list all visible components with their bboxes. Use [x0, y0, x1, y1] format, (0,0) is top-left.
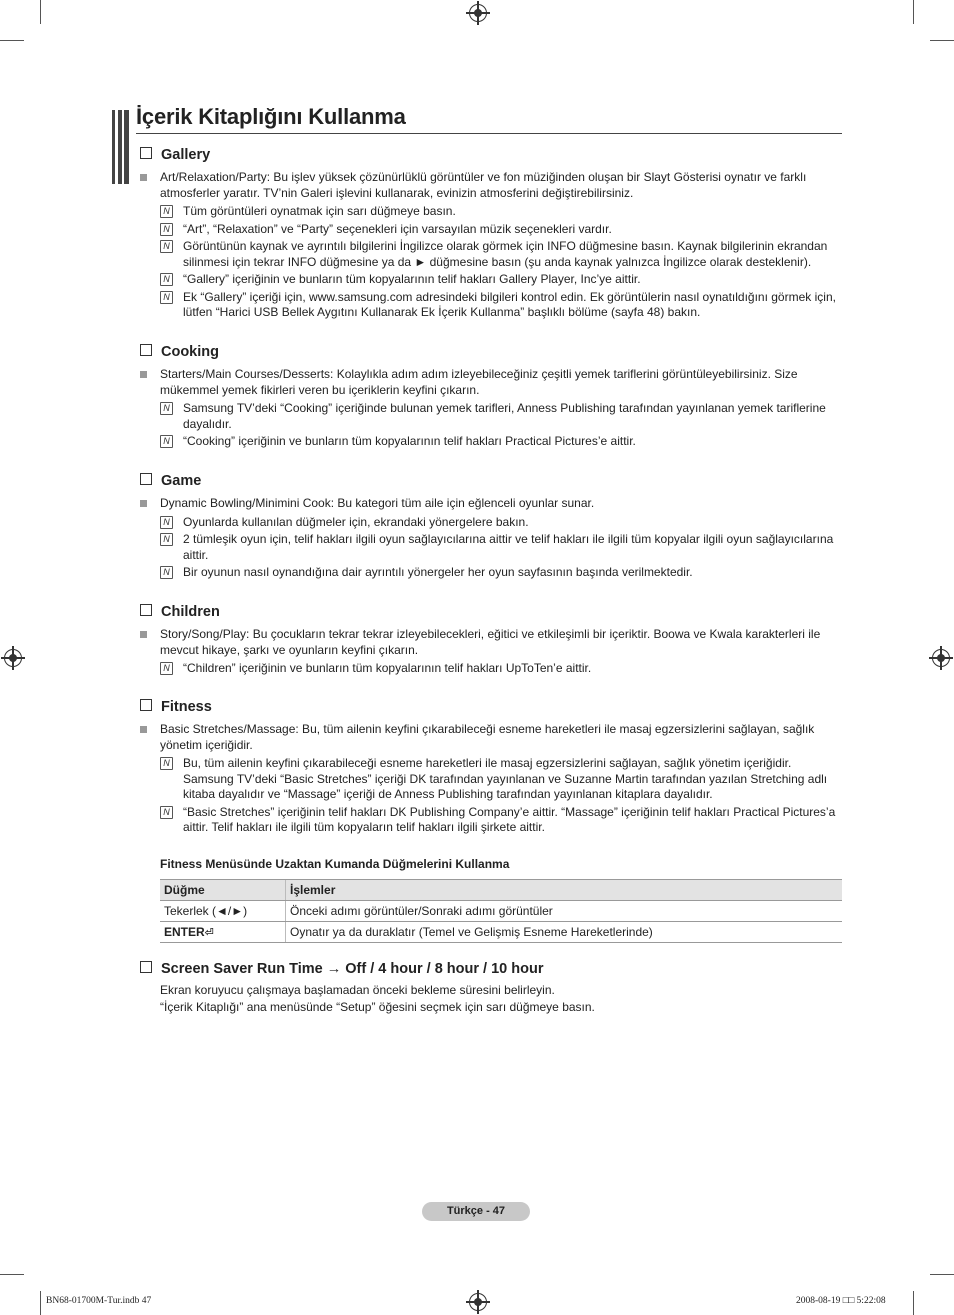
enter-icon: ⏎ — [204, 927, 214, 939]
screen-saver-line: “İçerik Kitaplığı” ana menüsünde “Setup” öğesini seçmek için sarı düğmeye basın. — [160, 1000, 595, 1014]
table-row — [160, 901, 842, 922]
fitness-remote-table — [160, 879, 842, 943]
registration-mark-icon — [469, 4, 487, 22]
note-item: N “Art”, “Relaxation” ve “Party” seçenekleri için varsayılan müzik seçenekleri vardır. — [140, 222, 842, 238]
table-cell: Önceki adımı görüntüler/Sonraki adımı görüntüler — [286, 901, 843, 922]
table-header: İşlemler — [286, 880, 843, 901]
note-icon: N — [160, 757, 173, 770]
crop-mark — [930, 1274, 954, 1275]
square-bullet-icon — [140, 631, 147, 638]
checkbox-bullet-icon — [140, 961, 152, 973]
fitness-table-title: Fitness Menüsünde Uzaktan Kumanda Düğmelerini Kullanma — [160, 857, 510, 871]
section-gallery — [140, 145, 842, 321]
table-cell: Tekerlek (◄/►) — [160, 901, 286, 922]
note-item: N Tüm görüntüleri oynatmak için sarı düğmeye basın. — [140, 204, 842, 220]
screen-saver-line: Ekran koruyucu çalışmaya başlamadan önceki bekleme süresini belirleyin. — [160, 983, 555, 997]
table-cell — [160, 922, 286, 943]
table-row — [160, 922, 842, 943]
file-slug: BN68-01700M-Tur.indb 47 — [46, 1296, 152, 1306]
crop-mark — [40, 1291, 41, 1315]
section-heading: Game — [140, 471, 842, 491]
section-bullet: Art/Relaxation/Party: Bu işlev yüksek çözünürlüklü görüntüler ve fon müziğinden oluşan bir Slayt Gösterisi oynatır ve farklı atmosferler yaratır. TV’nin Galeri işlevini kullanarak, evinizin atmosferini değiştirebilirsiniz. — [140, 170, 842, 201]
crop-mark — [913, 1291, 914, 1315]
section-heading: Screen Saver Run Time → Off / 4 hour / 8 hour / 10 hour — [140, 959, 842, 979]
note-item: N Bir oyunun nasıl oynandığına dair ayrıntılı yönergeler her oyun sayfasının başında verilmektedir. — [140, 565, 842, 581]
square-bullet-icon — [140, 371, 147, 378]
section-heading: Cooking — [140, 342, 842, 362]
note-icon: N — [160, 205, 173, 218]
section-fitness — [140, 697, 842, 836]
section-game — [140, 471, 842, 581]
note-icon: N — [160, 223, 173, 236]
checkbox-bullet-icon — [140, 344, 152, 356]
checkbox-bullet-icon — [140, 147, 152, 159]
section-children — [140, 602, 842, 677]
section-screen-saver — [140, 959, 842, 1016]
registration-mark-icon — [932, 649, 950, 667]
section-bullet: Dynamic Bowling/Minimini Cook: Bu kategori tüm aile için eğlenceli oyunlar sunar. — [140, 496, 842, 512]
note-icon: N — [160, 662, 173, 675]
checkbox-bullet-icon — [140, 473, 152, 485]
note-item: N Bu, tüm ailenin keyfini çıkarabileceği esneme hareketleri ile masaj egzersizlerini sağlayan, sağlık yönetim içeriğidir. Samsung TV’deki “Basic Stretches” içeriği DK tarafından yayınlanan ve Suzanne Martin tarafından yazılan Stretching adlı kitaba dayalıdır ve “Massage” içeriği de Anness Publishing tarafından yayınlanan kitaplara dayalıdır. — [140, 756, 842, 803]
square-bullet-icon — [140, 500, 147, 507]
note-icon: N — [160, 516, 173, 529]
note-icon: N — [160, 435, 173, 448]
section-heading: Children — [140, 602, 842, 622]
title-rule — [136, 133, 842, 134]
note-item: N Ek “Gallery” içeriği için, www.samsung.com adresindeki bilgileri kontrol edin. Ek görüntülerin nasıl oynatıldığını görmek için, lütfen “Harici USB Bellek Aygıtını Kullanarak Ek İçerik Kullanma” başlıklı bölüme (sayfa 48) bakın. — [140, 290, 842, 321]
note-item: N “Gallery” içeriğinin ve bunların tüm kopyalarının telif hakları Gallery Player, Inc’ye aittir. — [140, 272, 842, 288]
enter-button-label: ENTER — [164, 925, 205, 939]
crop-mark — [40, 0, 41, 24]
note-icon: N — [160, 291, 173, 304]
square-bullet-icon — [140, 174, 147, 181]
section-cooking — [140, 342, 842, 450]
checkbox-bullet-icon — [140, 699, 152, 711]
note-icon: N — [160, 240, 173, 253]
note-item: N “Basic Stretches” içeriğinin telif hakları DK Publishing Company’e aittir. “Massage” içeriğinin telif hakları Practical Pictures’a aittir. Telif hakları ile ilgili tüm kopyaların telif hakları ilgili şirkete aittir. — [140, 805, 842, 836]
section-heading: Gallery — [140, 145, 842, 165]
crop-mark — [0, 40, 24, 41]
checkbox-bullet-icon — [140, 604, 152, 616]
date-slug: 2008-08-19 □□ 5:22:08 — [796, 1296, 886, 1306]
table-header: Düğme — [160, 880, 286, 901]
note-item: N Oyunlarda kullanılan düğmeler için, ekrandaki yönergelere bakın. — [140, 515, 842, 531]
section-bullet: Story/Song/Play: Bu çocukların tekrar tekrar izleyebilecekleri, eğitici ve etkileşimli bir içeriktir. Boowa ve Kwala karakterleri ile mevcut hikaye, şarkı ve oyunların keyfini çıkarın. — [140, 627, 842, 658]
note-item: N Samsung TV’deki “Cooking” içeriğinde bulunan yemek tarifleri, Anness Publishing tarafından yayınlanan yemek tariflerine dayalıdır. — [140, 401, 842, 432]
note-item: N “Cooking” içeriğinin ve bunların tüm kopyalarının telif hakları Practical Pictures’e aittir. — [140, 434, 842, 450]
crop-mark — [913, 0, 914, 24]
note-icon: N — [160, 806, 173, 819]
section-bullet: Basic Stretches/Massage: Bu, tüm ailenin keyfini çıkarabileceği esneme hareketleri ile masaj egzersizlerini sağlayan, sağlık yönetim içeriğidir. — [140, 722, 842, 753]
page-number-badge: Türkçe - 47 — [422, 1202, 530, 1221]
page-title: İçerik Kitaplığını Kullanma — [136, 104, 406, 129]
registration-mark-icon — [469, 1293, 487, 1311]
note-icon: N — [160, 533, 173, 546]
crop-mark — [930, 40, 954, 41]
note-icon: N — [160, 273, 173, 286]
section-heading: Fitness — [140, 697, 842, 717]
table-cell: Oynatır ya da duraklatır (Temel ve Gelişmiş Esneme Hareketlerinde) — [286, 922, 843, 943]
square-bullet-icon — [140, 726, 147, 733]
note-item: N 2 tümleşik oyun için, telif hakları ilgili oyun sağlayıcılarına aittir ve telif hakları ile ilgili tüm kopyalar ilgili oyun sağlayıcılarına aittir. — [140, 532, 842, 563]
registration-mark-icon — [4, 649, 22, 667]
note-item: N “Children” içeriğinin ve bunların tüm kopyalarının telif hakları UpToTen’e aittir. — [140, 661, 842, 677]
note-icon: N — [160, 566, 173, 579]
crop-mark — [0, 1274, 24, 1275]
section-bullet: Starters/Main Courses/Desserts: Kolaylıkla adım adım izleyebileceğiniz çeşitli yemek tariflerini görüntüleyebilirsiniz. Size mükemmel yemek fikirleri veren bu içeriklerin keyfini çıkarın. — [140, 367, 842, 398]
table-header-row — [160, 880, 842, 901]
note-icon: N — [160, 402, 173, 415]
note-item: N Görüntünün kaynak ve ayrıntılı bilgilerini İngilizce olarak görmek için INFO düğmesine basın. Kaynak bilgilerinin ekrandan silinmesi için tekrar INFO düğmesine ya da ► düğmesine basın (şu anda kaynak yalnızca İngilizce olarak desteklenir). — [140, 239, 842, 270]
